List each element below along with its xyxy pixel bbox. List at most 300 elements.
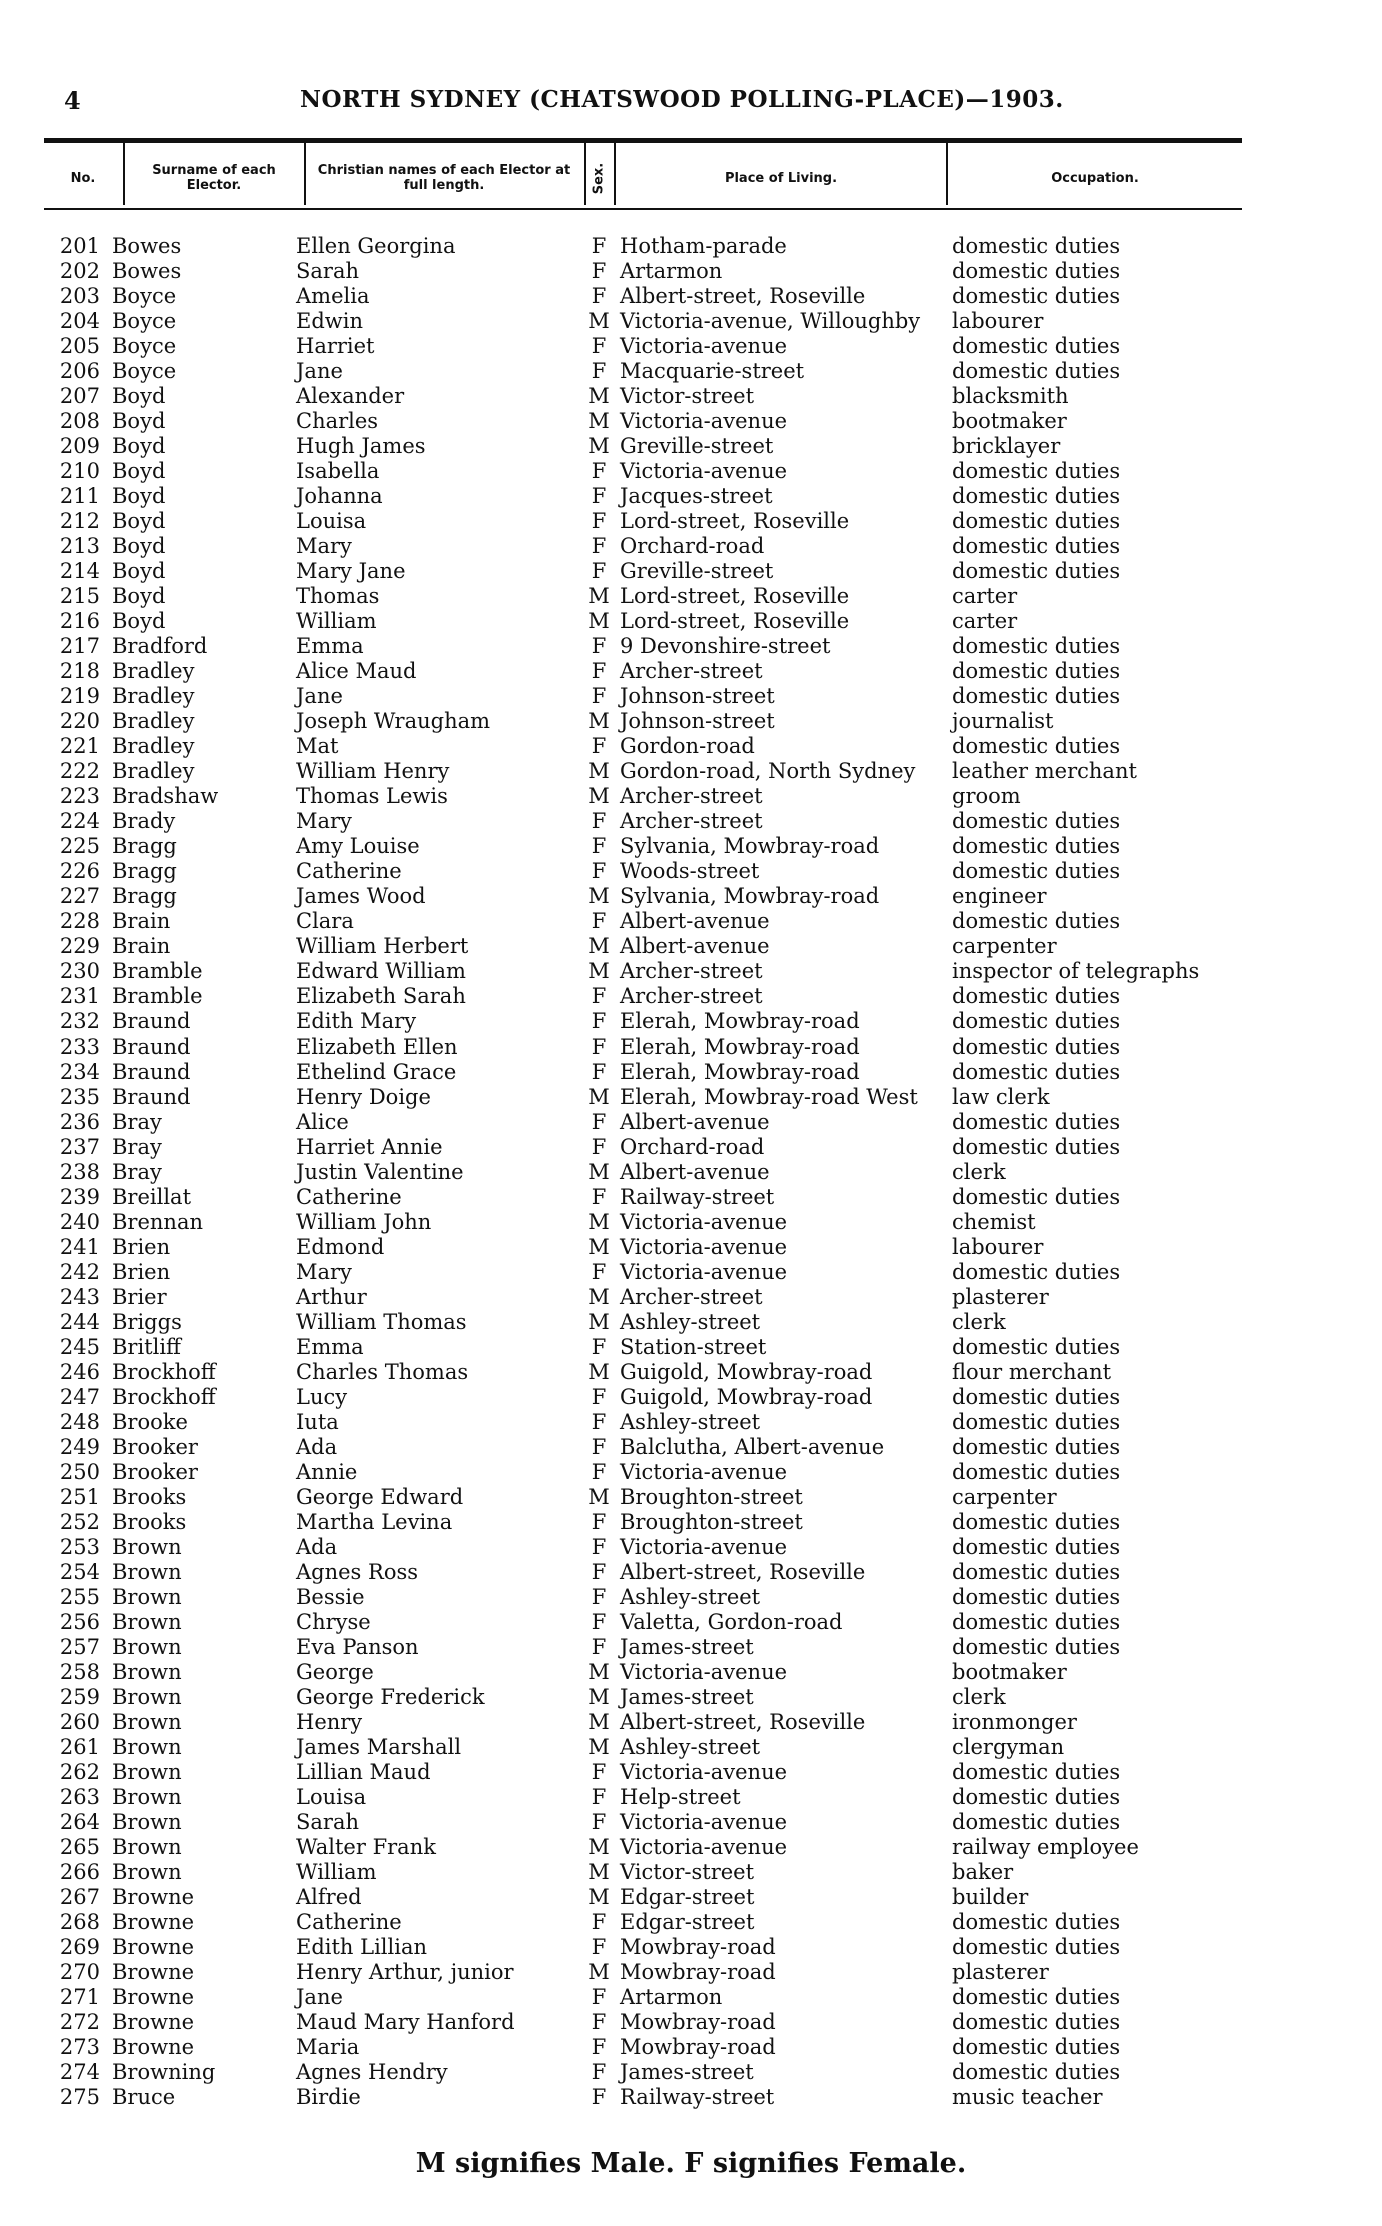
cell-row-number: 247 [59,1384,100,1409]
cell-christian-names: Martha Levina [296,1509,453,1534]
cell-sex: F [591,359,607,384]
table-row [0,1635,1382,1660]
cell-row-number: 269 [59,1935,100,1960]
table-row [0,1360,1382,1385]
table-row [0,1885,1382,1910]
cell-row-number: 272 [59,2010,100,2035]
cell-place-of-living: Albert-avenue [620,1109,770,1134]
cell-surname: Browning [112,2060,216,2085]
table-row [0,1260,1382,1285]
cell-row-number: 254 [59,1559,100,1584]
cell-christian-names: Arthur [296,1284,367,1309]
cell-occupation: domestic duties [952,2060,1121,2085]
table-row [0,1110,1382,1135]
cell-christian-names: Jane [296,684,343,709]
cell-christian-names: Ada [296,1434,338,1459]
cell-place-of-living: Ashley-street [620,1584,761,1609]
cell-surname: Brady [112,809,176,834]
cell-place-of-living: Edgar-street [620,1910,755,1935]
cell-place-of-living: Artarmon [620,259,723,284]
cell-row-number: 225 [59,834,100,859]
page-title: NORTH SYDNEY (CHATSWOOD POLLING-PLACE)—1903. [300,86,1064,113]
cell-place-of-living: Orchard-road [620,534,765,559]
cell-surname: Bradshaw [112,784,219,809]
cell-occupation: domestic duties [952,1034,1121,1059]
cell-occupation: domestic duties [952,1109,1121,1134]
cell-row-number: 221 [59,734,100,759]
cell-place-of-living: Albert-street, Roseville [620,1709,866,1734]
cell-row-number: 242 [59,1259,100,1284]
cell-surname: Boyd [112,484,166,509]
cell-row-number: 229 [59,934,100,959]
table-row [0,534,1382,559]
cell-surname: Boyd [112,584,166,609]
cell-sex: F [591,909,607,934]
cell-surname: Boyd [112,459,166,484]
cell-row-number: 253 [59,1534,100,1559]
cell-row-number: 244 [59,1309,100,1334]
cell-sex: F [591,2010,607,2035]
cell-surname: Brown [112,1809,182,1834]
cell-row-number: 266 [59,1860,100,1885]
cell-row-number: 208 [59,409,100,434]
cell-place-of-living: Broughton-street [620,1509,803,1534]
cell-row-number: 219 [59,684,100,709]
table-row [0,584,1382,609]
table-row [0,1435,1382,1460]
cell-christian-names: Louisa [296,509,367,534]
cell-sex: F [591,534,607,559]
cell-surname: Brooker [112,1459,198,1484]
cell-place-of-living: Woods-street [620,859,760,884]
cell-row-number: 274 [59,2060,100,2085]
table-row [0,384,1382,409]
cell-sex: F [591,1034,607,1059]
cell-christian-names: Chryse [296,1609,371,1634]
table-row [0,1935,1382,1960]
cell-row-number: 209 [59,434,100,459]
table-row [0,434,1382,459]
table-row [0,2010,1382,2035]
cell-christian-names: Catherine [296,859,402,884]
cell-sex: F [591,659,607,684]
table-row [0,684,1382,709]
cell-christian-names: Edmond [296,1234,385,1259]
table-row [0,1735,1382,1760]
cell-place-of-living: Ashley-street [620,1309,761,1334]
table-row [0,1385,1382,1410]
cell-place-of-living: Victoria-avenue, Willoughby [620,309,921,334]
cell-christian-names: Johanna [296,484,383,509]
cell-row-number: 212 [59,509,100,534]
cell-row-number: 259 [59,1684,100,1709]
cell-sex: M [588,1359,610,1384]
table-row [0,734,1382,759]
cell-christian-names: Mary [296,1259,352,1284]
cell-christian-names: Justin Valentine [296,1159,464,1184]
cell-occupation: railway employee [952,1835,1139,1859]
cell-sex: M [588,309,610,334]
table-row [0,309,1382,334]
cell-place-of-living: Macquarie-street [620,359,805,384]
cell-surname: Bradley [112,659,195,684]
cell-row-number: 263 [59,1784,100,1809]
cell-occupation: clerk [952,1684,1006,1709]
cell-occupation: domestic duties [952,259,1121,284]
cell-row-number: 222 [59,759,100,784]
cell-sex: F [591,509,607,534]
cell-row-number: 258 [59,1659,100,1684]
table-row [0,1085,1382,1110]
cell-christian-names: Charles [296,409,379,434]
table-row [0,1310,1382,1335]
table-row [0,1835,1382,1860]
cell-surname: Braund [112,1084,191,1109]
cell-christian-names: Edwin [296,309,363,334]
cell-surname: Bradford [112,634,208,659]
table-row [0,1185,1382,1210]
table-row [0,759,1382,784]
cell-occupation: domestic duties [952,2010,1121,2035]
cell-sex: M [588,584,610,609]
table-row [0,1135,1382,1160]
cell-christian-names: Ethelind Grace [296,1059,457,1084]
cell-row-number: 228 [59,909,100,934]
cell-christian-names: Alice Maud [296,659,417,684]
cell-place-of-living: Victoria-avenue [620,334,788,359]
cell-occupation: clerk [952,1309,1006,1334]
table-row [0,1910,1382,1935]
cell-sex: M [588,609,610,634]
table-row [0,559,1382,584]
cell-occupation: domestic duties [952,1509,1121,1534]
cell-sex: M [588,959,610,984]
cell-row-number: 250 [59,1459,100,1484]
cell-place-of-living: Albert-street, Roseville [620,284,866,309]
cell-row-number: 211 [59,484,100,509]
cell-row-number: 262 [59,1759,100,1784]
cell-place-of-living: Johnson-street [620,684,775,709]
cell-occupation: domestic duties [952,1910,1121,1935]
cell-surname: Bray [112,1109,162,1134]
table-row [0,884,1382,909]
cell-sex: M [588,1960,610,1985]
cell-place-of-living: Guigold, Mowbray-road [620,1384,873,1409]
cell-row-number: 256 [59,1609,100,1634]
cell-row-number: 236 [59,1109,100,1134]
page-number: 4 [64,86,81,115]
column-header-sex: Sex. [591,162,607,194]
cell-surname: Bramble [112,984,203,1009]
cell-surname: Brockhoff [112,1384,216,1409]
table-row [0,459,1382,484]
cell-row-number: 201 [59,234,100,258]
cell-occupation: ironmonger [952,1709,1077,1734]
cell-christian-names: William [296,1860,377,1885]
cell-place-of-living: Archer-street [620,784,763,809]
table-row [0,1685,1382,1710]
cell-occupation: domestic duties [952,834,1121,859]
cell-occupation: domestic duties [952,1935,1121,1960]
cell-surname: Boyd [112,534,166,559]
cell-christian-names: Edith Mary [296,1009,417,1034]
cell-surname: Brennan [112,1209,203,1234]
cell-occupation: domestic duties [952,1334,1121,1359]
cell-sex: F [591,284,607,309]
cell-place-of-living: Victoria-avenue [620,409,788,434]
cell-occupation: carpenter [952,934,1057,959]
cell-place-of-living: Archer-street [620,984,763,1009]
cell-surname: Bragg [112,834,177,859]
cell-sex: F [591,1009,607,1034]
cell-surname: Boyd [112,434,166,459]
cell-place-of-living: Mowbray-road [620,2010,776,2035]
cell-occupation: labourer [952,309,1044,334]
cell-christian-names: Emma [296,634,364,659]
cell-place-of-living: Greville-street [620,559,774,584]
cell-surname: Brooke [112,1409,188,1434]
cell-sex: F [591,1534,607,1559]
cell-place-of-living: Artarmon [620,1985,723,2010]
cell-place-of-living: James-street [620,1684,754,1709]
cell-surname: Brown [112,1634,182,1659]
table-row [0,1485,1382,1510]
cell-occupation: domestic duties [952,1409,1121,1434]
cell-surname: Bray [112,1134,162,1159]
cell-sex: F [591,234,607,258]
cell-row-number: 206 [59,359,100,384]
cell-row-number: 257 [59,1634,100,1659]
cell-occupation: domestic duties [952,1384,1121,1409]
cell-occupation: domestic duties [952,1584,1121,1609]
table-row [0,1760,1382,1785]
column-divider [614,143,616,205]
cell-row-number: 231 [59,984,100,1009]
table-row [0,2035,1382,2060]
cell-sex: F [591,734,607,759]
cell-christian-names: Maud Mary Hanford [296,2010,515,2035]
header-bottom-rule [44,208,1242,210]
cell-place-of-living: Lord-street, Roseville [620,584,850,609]
cell-christian-names: George Frederick [296,1684,485,1709]
table-row [0,359,1382,384]
cell-sex: M [588,1309,610,1334]
cell-christian-names: Elizabeth Sarah [296,984,466,1009]
table-row [0,334,1382,359]
cell-surname: Boyce [112,334,177,359]
cell-christian-names: Clara [296,909,354,934]
cell-place-of-living: Lord-street, Roseville [620,609,850,634]
cell-row-number: 255 [59,1584,100,1609]
table-row [0,234,1382,259]
cell-occupation: domestic duties [952,1434,1121,1459]
cell-occupation: domestic duties [952,234,1121,258]
cell-christian-names: Walter Frank [296,1835,436,1859]
cell-surname: Bragg [112,884,177,909]
cell-occupation: domestic duties [952,634,1121,659]
cell-row-number: 210 [59,459,100,484]
cell-sex: F [591,1935,607,1960]
table-row [0,984,1382,1009]
cell-row-number: 220 [59,709,100,734]
cell-christian-names: Eva Panson [296,1634,419,1659]
cell-surname: Bradley [112,709,195,734]
cell-occupation: bricklayer [952,434,1061,459]
cell-occupation: engineer [952,884,1047,909]
cell-place-of-living: Ashley-street [620,1409,761,1434]
cell-row-number: 252 [59,1509,100,1534]
cell-christian-names: Hugh James [296,434,426,459]
cell-row-number: 267 [59,1885,100,1910]
cell-place-of-living: Victoria-avenue [620,1809,788,1834]
cell-christian-names: Charles Thomas [296,1359,469,1384]
table-row [0,284,1382,309]
cell-surname: Bray [112,1159,162,1184]
cell-christian-names: Jane [296,359,343,384]
cell-occupation: domestic duties [952,359,1121,384]
cell-place-of-living: Archer-street [620,809,763,834]
cell-occupation: plasterer [952,1960,1049,1985]
cell-row-number: 234 [59,1059,100,1084]
table-row [0,634,1382,659]
cell-place-of-living: Victoria-avenue [620,1234,788,1259]
cell-row-number: 233 [59,1034,100,1059]
cell-surname: Brown [112,1860,182,1885]
cell-place-of-living: Albert-avenue [620,909,770,934]
cell-christian-names: Mary [296,534,352,559]
cell-row-number: 240 [59,1209,100,1234]
cell-christian-names: Joseph Wraugham [296,709,491,734]
cell-surname: Brown [112,1559,182,1584]
cell-surname: Breillat [112,1184,192,1209]
cell-sex: F [591,809,607,834]
cell-surname: Boyd [112,409,166,434]
cell-christian-names: Alice [296,1109,349,1134]
cell-christian-names: Sarah [296,1809,359,1834]
cell-christian-names: Thomas Lewis [296,784,448,809]
column-divider [123,143,125,205]
cell-surname: Brain [112,909,171,934]
cell-row-number: 203 [59,284,100,309]
cell-occupation: domestic duties [952,859,1121,884]
cell-occupation: domestic duties [952,509,1121,534]
cell-place-of-living: Albert-avenue [620,934,770,959]
cell-occupation: domestic duties [952,684,1121,709]
cell-occupation: builder [952,1885,1029,1910]
column-divider [304,143,306,205]
cell-surname: Boyd [112,559,166,584]
cell-sex: F [591,1559,607,1584]
table-row [0,1510,1382,1535]
table-row [0,1710,1382,1735]
cell-place-of-living: Valetta, Gordon-road [620,1609,843,1634]
cell-surname: Brown [112,1684,182,1709]
cell-occupation: carter [952,609,1018,634]
cell-place-of-living: Help-street [620,1784,741,1809]
cell-surname: Boyce [112,359,177,384]
cell-sex: F [591,634,607,659]
cell-row-number: 268 [59,1910,100,1935]
cell-surname: Brown [112,1709,182,1734]
cell-occupation: carter [952,584,1018,609]
table-row [0,1460,1382,1485]
cell-place-of-living: Archer-street [620,959,763,984]
cell-occupation: domestic duties [952,1609,1121,1634]
cell-row-number: 271 [59,1985,100,2010]
cell-christian-names: Jane [296,1985,343,2010]
cell-christian-names: Elizabeth Ellen [296,1034,458,1059]
column-header-surname: Surname of each Elector. [152,163,276,193]
cell-surname: Browne [112,1960,195,1985]
table-row [0,909,1382,934]
cell-sex: F [591,1109,607,1134]
cell-sex: F [591,984,607,1009]
cell-row-number: 202 [59,259,100,284]
table-row [0,709,1382,734]
table-row [0,1660,1382,1685]
cell-surname: Browne [112,1885,195,1910]
cell-occupation: chemist [952,1209,1036,1234]
cell-place-of-living: Victoria-avenue [620,1835,788,1859]
cell-sex: F [591,1509,607,1534]
cell-occupation: domestic duties [952,459,1121,484]
cell-sex: F [591,1134,607,1159]
cell-surname: Bruce [112,2085,176,2110]
cell-occupation: domestic duties [952,1985,1121,2010]
cell-sex: F [591,684,607,709]
cell-place-of-living: Archer-street [620,659,763,684]
cell-christian-names: Thomas [296,584,380,609]
cell-occupation: domestic duties [952,559,1121,584]
cell-occupation: domestic duties [952,1809,1121,1834]
cell-occupation: inspector of telegraphs [952,959,1200,984]
cell-surname: Braund [112,1034,191,1059]
cell-occupation: domestic duties [952,659,1121,684]
cell-place-of-living: 9 Devonshire-street [620,634,831,659]
table-row [0,1060,1382,1085]
cell-sex: F [591,459,607,484]
cell-surname: Brooker [112,1434,198,1459]
cell-christian-names: William Thomas [296,1309,467,1334]
cell-occupation: domestic duties [952,1059,1121,1084]
cell-occupation: domestic duties [952,1459,1121,1484]
cell-sex: M [588,1484,610,1509]
cell-sex: M [588,1084,610,1109]
cell-sex: M [588,434,610,459]
cell-place-of-living: Sylvania, Mowbray-road [620,884,880,909]
cell-row-number: 246 [59,1359,100,1384]
cell-sex: F [591,2085,607,2110]
cell-sex: F [591,834,607,859]
cell-surname: Brier [112,1284,167,1309]
cell-sex: F [591,1759,607,1784]
cell-surname: Brockhoff [112,1359,216,1384]
footer-note: M signifies Male. F signifies Female. [415,2148,967,2179]
table-row [0,609,1382,634]
cell-place-of-living: Mowbray-road [620,1935,776,1960]
cell-row-number: 223 [59,784,100,809]
cell-place-of-living: Guigold, Mowbray-road [620,1359,873,1384]
cell-occupation: domestic duties [952,909,1121,934]
column-header-occupation: Occupation. [1051,170,1139,186]
cell-sex: M [588,1659,610,1684]
cell-row-number: 237 [59,1134,100,1159]
cell-sex: F [591,1059,607,1084]
column-header-place: Place of Living. [724,170,838,186]
cell-surname: Britliff [112,1334,181,1359]
cell-place-of-living: Mowbray-road [620,2035,776,2060]
cell-surname: Brown [112,1835,182,1859]
